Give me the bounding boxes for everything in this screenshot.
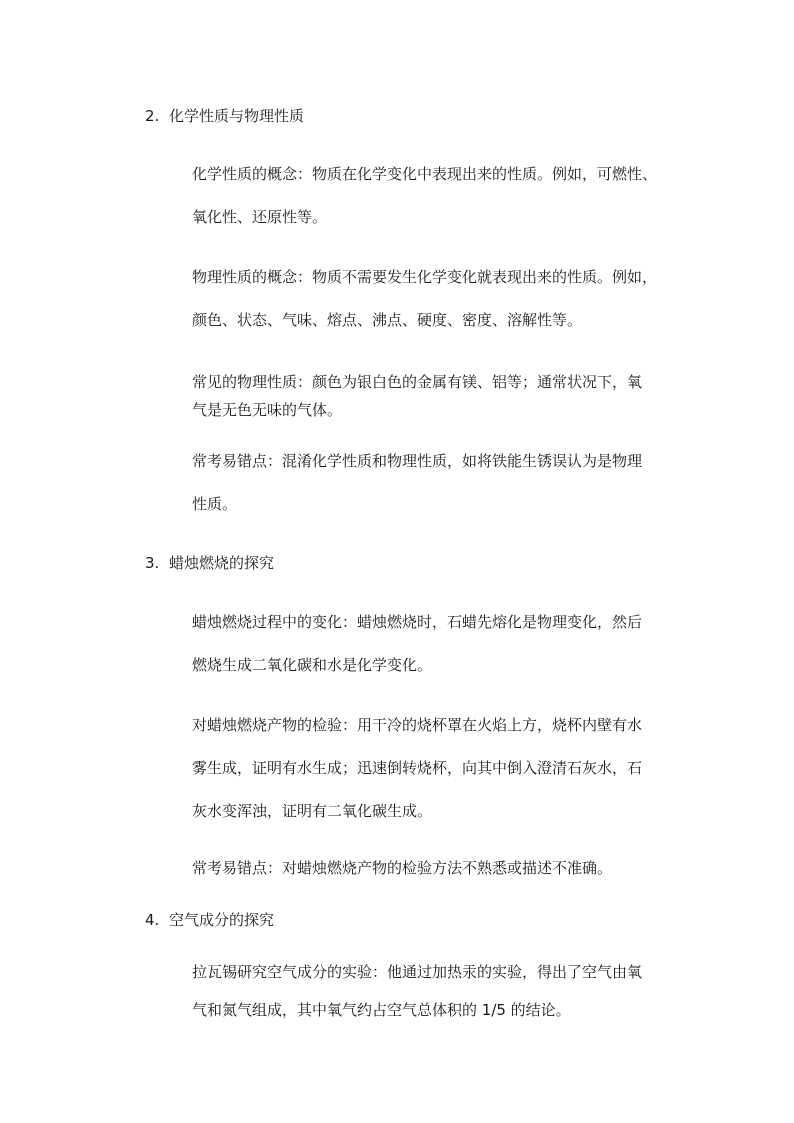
- paragraph-common-physical-property: [192, 372, 682, 420]
- section-heading-3: [145, 553, 274, 573]
- paragraph-line: 蜡烛燃烧过程中的变化：蜡烛燃烧时，石蜡先熔化是物理变化，然后: [192, 613, 643, 631]
- paragraph-line: 常考易错点：混淆化学性质和物理性质，如将铁能生锈误认为是物理: [192, 452, 643, 470]
- section-number: 2.: [145, 107, 160, 125]
- section-number: 3.: [145, 554, 160, 572]
- paragraph-lavoisier-experiment: [192, 962, 682, 1020]
- paragraph-line: 气和氮气组成，其中氧气约占空气总体积的 1/5 的结论。: [192, 1001, 571, 1019]
- paragraph-line: 颜色、状态、气味、熔点、沸点、硬度、密度、溶解性等。: [192, 311, 583, 329]
- paragraph-line: 拉瓦锡研究空气成分的实验：他通过加热汞的实验，得出了空气由氧: [192, 963, 643, 981]
- paragraph-line: 灰水变浑浊，证明有二氧化碳生成。: [192, 802, 433, 820]
- section-title: 蜡烛燃烧的探究: [169, 554, 275, 572]
- paragraph-line: 雾生成，证明有水生成；迅速倒转烧杯，向其中倒入澄清石灰水，石: [192, 759, 643, 777]
- paragraph-chemical-property: [192, 164, 682, 227]
- paragraph-line: 氧化性、还原性等。: [192, 208, 328, 226]
- paragraph-line: 燃烧生成二氧化碳和水是化学变化。: [192, 656, 433, 674]
- paragraph-physical-property: [192, 267, 682, 330]
- paragraph-candle-change: [192, 612, 682, 675]
- paragraph-line: 性质。: [192, 495, 238, 513]
- paragraph-common-mistake-2: [192, 858, 682, 878]
- paragraph-common-mistake-1: [192, 451, 682, 514]
- paragraph-line: 物理性质的概念：物质不需要发生化学变化就表现出来的性质。例如，: [192, 268, 658, 286]
- section-title: 化学性质与物理性质: [169, 107, 305, 125]
- section-title: 空气成分的探究: [169, 911, 275, 929]
- paragraph-line: 化学性质的概念：物质在化学变化中表现出来的性质。例如，可燃性、: [192, 165, 658, 183]
- paragraph-candle-product-test: [192, 715, 682, 821]
- section-heading-2: [145, 106, 304, 126]
- paragraph-line: 常见的物理性质：颜色为银白色的金属有镁、铝等；通常状况下，氧: [192, 373, 643, 391]
- section-heading-4: [145, 910, 274, 930]
- paragraph-line: 常考易错点：对蜡烛燃烧产物的检验方法不熟悉或描述不准确。: [192, 859, 613, 877]
- section-number: 4.: [145, 911, 160, 929]
- paragraph-line: 气是无色无味的气体。: [192, 401, 343, 419]
- paragraph-line: 对蜡烛燃烧产物的检验：用干冷的烧杯罩在火焰上方，烧杯内壁有水: [192, 716, 643, 734]
